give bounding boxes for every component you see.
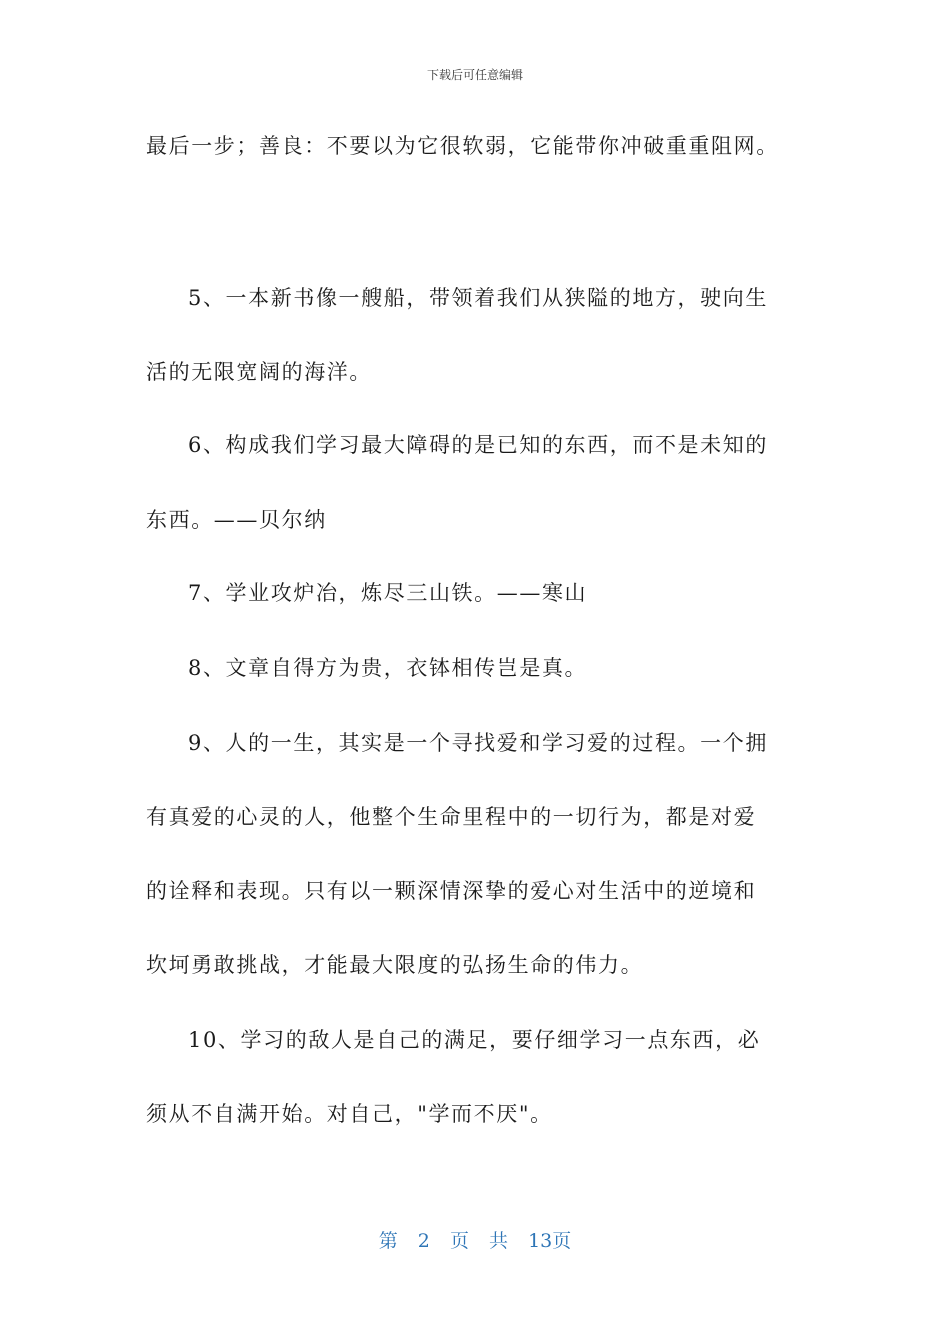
text-line: 东西。——贝尔纳 (146, 508, 327, 532)
text-line: 活的无限宽阔的海洋。 (146, 360, 372, 384)
footer-current-page: 2 (417, 1230, 430, 1252)
text-line: 最后一步；善良：不要以为它很软弱，它能带你冲破重重阻网。 (146, 134, 779, 158)
text-line: 10、学习的敌人是自己的满足，要仔细学习一点东西，必 (188, 1028, 761, 1052)
text-line: 8、文章自得方为贵，衣钵相传岂是真。 (188, 656, 588, 680)
footer-label-gong: 共 (489, 1230, 509, 1252)
page-footer (0, 1226, 950, 1253)
text-line: 9、人的一生，其实是一个寻找爱和学习爱的过程。一个拥 (188, 731, 768, 755)
footer-total-pages: 13页 (528, 1230, 572, 1252)
text-line: 的诠释和表现。只有以一颗深情深挚的爱心对生活中的逆境和 (146, 879, 757, 903)
text-line: 6、构成我们学习最大障碍的是已知的东西，而不是未知的 (188, 433, 768, 457)
text-line: 有真爱的心灵的人，他整个生命里程中的一切行为，都是对爱 (146, 805, 757, 829)
footer-label-ye: 页 (449, 1230, 469, 1252)
text-line: 7、学业攻炉冶，炼尽三山铁。——寒山 (188, 581, 588, 605)
text-line: 坎坷勇敢挑战，才能最大限度的弘扬生命的伟力。 (146, 953, 644, 977)
text-line: 须从不自满开始。对自己，"学而不厌"。 (146, 1102, 553, 1126)
page-header: 下载后可任意编辑 (426, 68, 523, 82)
text-line: 5、一本新书像一艘船，带领着我们从狭隘的地方，驶向生 (188, 286, 768, 310)
footer-label-di: 第 (378, 1230, 398, 1252)
